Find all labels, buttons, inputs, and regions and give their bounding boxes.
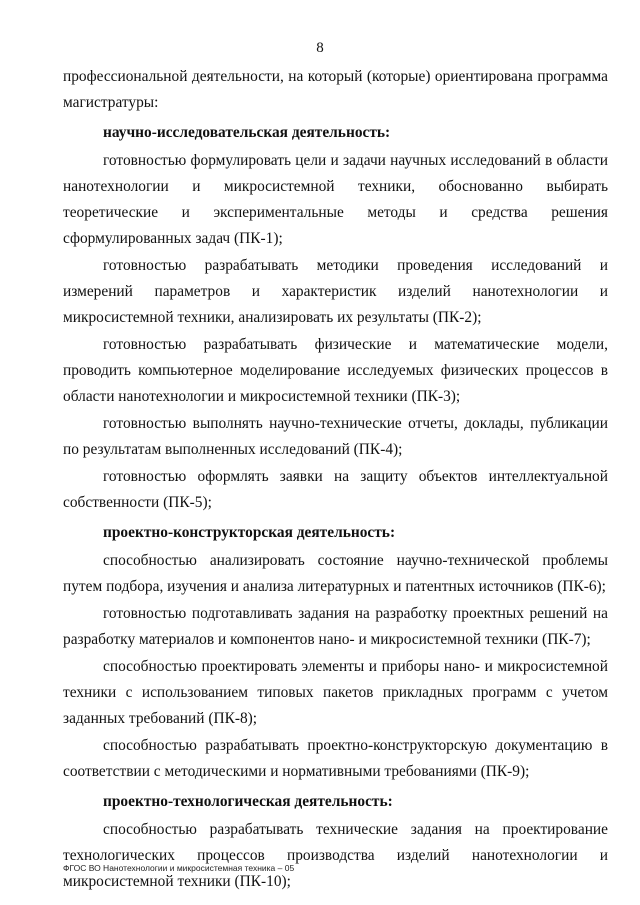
competency-pk10: способностью разрабатывать технические задания на проектирование технологических процессов производства изделий нанотехнологии и микросистемной техники (ПК-10); [63, 821, 608, 890]
section-heading-design: проектно-конструкторская деятельность: [103, 524, 396, 541]
page-number: 8 [316, 40, 324, 56]
page-footer: ФГОС ВО Нанотехнологии и микросистемная техника – 05 [63, 863, 295, 873]
competency-pk2: готовностью разрабатывать методики проведения исследований и измерений параметров и характеристик изделий нанотехнологии и микросистемной техники, анализировать их результаты (ПК-2); [63, 257, 608, 326]
competency-pk8: способностью проектировать элементы и приборы нано- и микросистемной техники с использованием типовых пакетов прикладных программ с учетом заданных требований (ПК-8); [63, 658, 608, 727]
intro-paragraph: профессиональной деятельности, на который (которые) ориентирована программа магистратуры: [63, 68, 608, 111]
competency-pk4: готовностью выполнять научно-технические отчеты, доклады, публикации по результатам выполненных исследований (ПК-4); [63, 415, 608, 458]
section-heading-technology: проектно-технологическая деятельность: [103, 793, 393, 810]
competency-pk3: готовностью разрабатывать физические и математические модели, проводить компьютерное моделирование исследуемых физических процессов в области нанотехнологии и микросистемной техники (ПК-3); [63, 336, 608, 405]
competency-pk1: готовностью формулировать цели и задачи научных исследований в области нанотехнологии и микросистемной техники, обоснованно выбирать теоретические и экспериментальные методы и средства решения сформулированных задач (ПК-1); [63, 152, 608, 247]
competency-pk5: готовностью оформлять заявки на защиту объектов интеллектуальной собственности (ПК-5); [63, 468, 608, 511]
competency-pk6: способностью анализировать состояние научно-технической проблемы путем подбора, изучения и анализа литературных и патентных источников (ПК-6); [63, 552, 608, 595]
competency-pk9: способностью разрабатывать проектно-конструкторскую документацию в соответствии с методическими и нормативными требованиями (ПК-9); [63, 737, 608, 780]
section-heading-research: научно-исследовательская деятельность: [103, 124, 391, 141]
competency-pk7: готовностью подготавливать задания на разработку проектных решений на разработку материалов и компонентов нано- и микросистемной техники (ПК-7); [63, 605, 608, 648]
document-body [63, 64, 608, 895]
